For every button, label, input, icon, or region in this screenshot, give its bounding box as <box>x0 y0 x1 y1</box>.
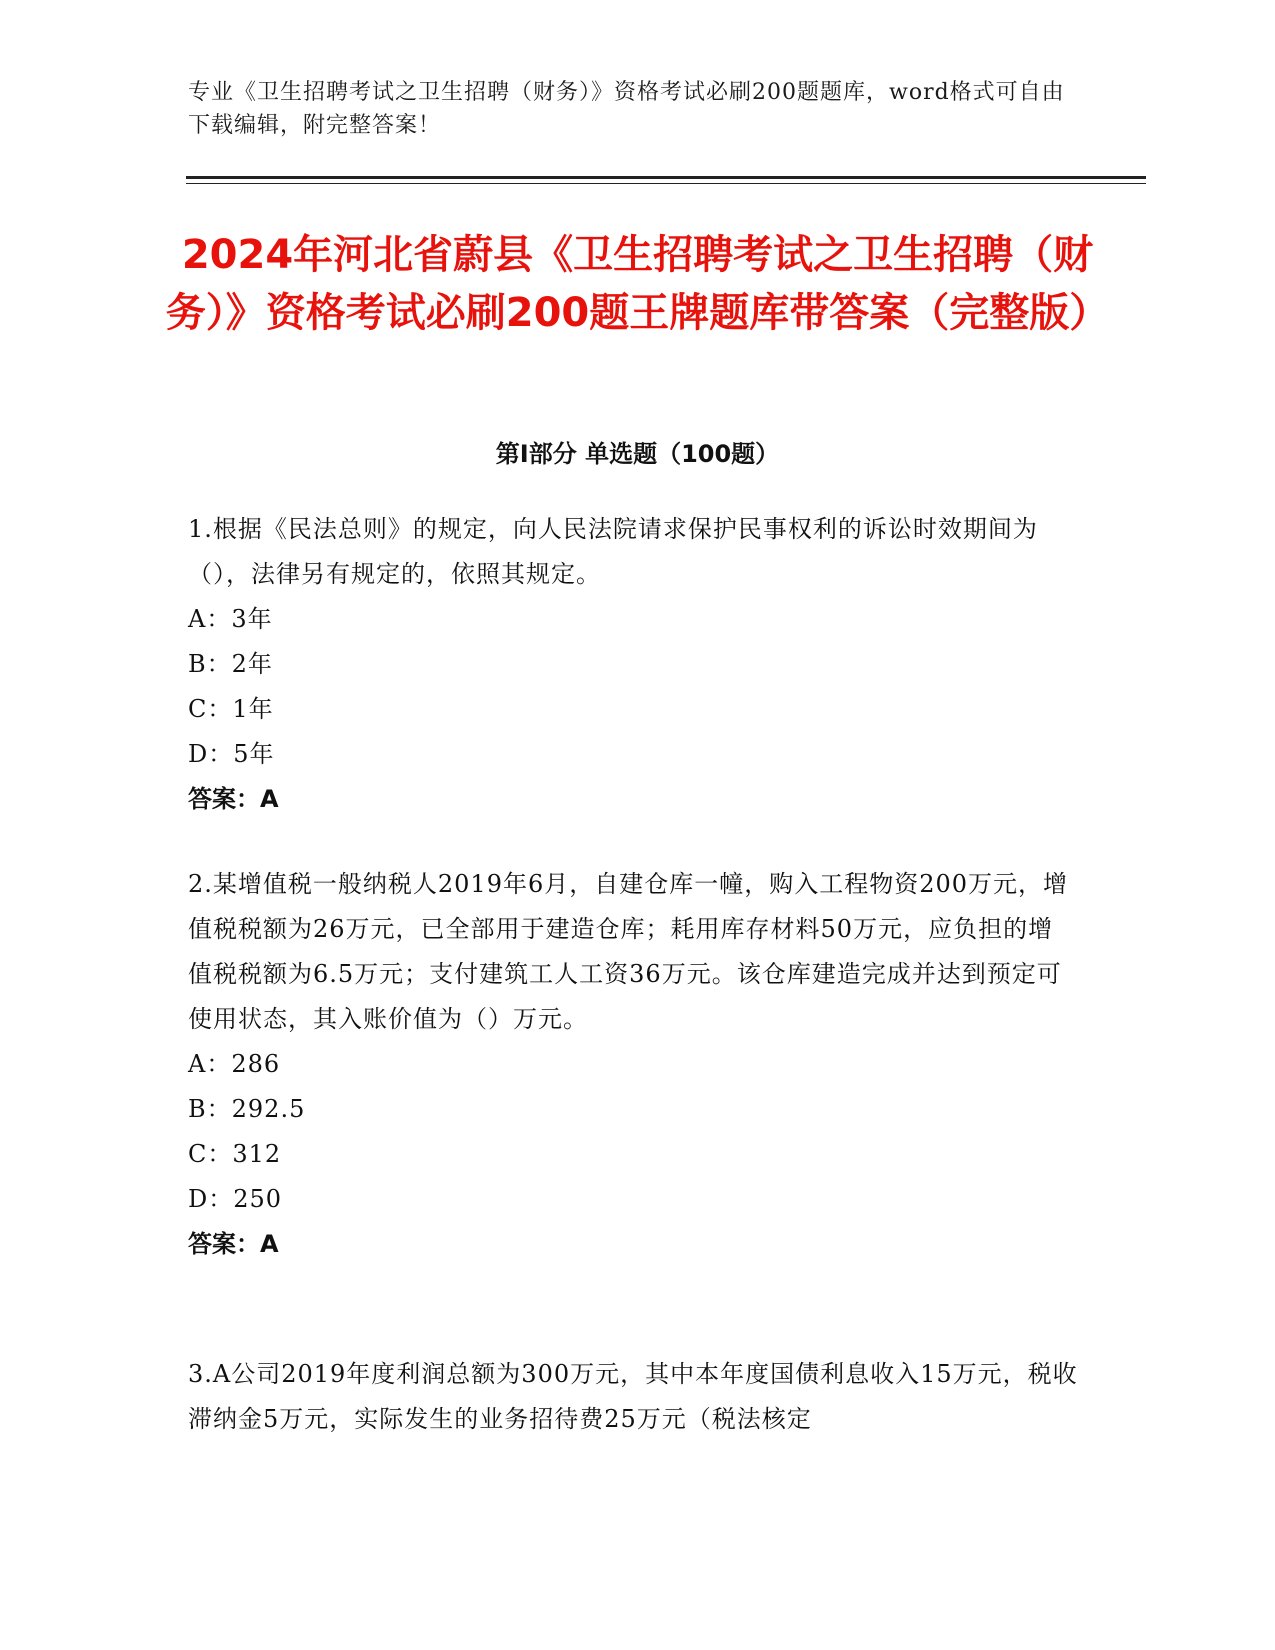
question-text: 3.A公司2019年度利润总额为300万元，其中本年度国债利息收入15万元，税收滞纳金5万元，实际发生的业务招待费25万元（税法核定 <box>188 1360 1078 1433</box>
option-d: D：250 <box>188 1185 283 1213</box>
header-note: 专业《卫生招聘考试之卫生招聘（财务）》资格考试必刷200题题库，word格式可自由下载编辑，附完整答案！ <box>188 80 1065 138</box>
section-heading: 第Ⅰ部分 单选题（100题） <box>495 440 780 468</box>
option-c: C：1年 <box>188 695 274 723</box>
question-text: 1.根据《民法总则》的规定，向人民法院请求保护民事权利的诉讼时效期间为（），法律另有规定的，依照其规定。 <box>188 515 1038 588</box>
option-d: D：5年 <box>188 740 275 768</box>
option-c: C：312 <box>188 1140 282 1168</box>
question-text: 2.某增值税一般纳税人2019年6月，自建仓库一幢，购入工程物资200万元，增值税税额为26万元，已全部用于建造仓库；耗用库存材料50万元，应负担的增值税税额为6.5万元；支付建筑工人工资36万元。该仓库建造完成并达到预定可使用状态，其入账价值为（）万元。 <box>188 870 1069 1033</box>
question-1 <box>188 507 1078 822</box>
option-a: A：286 <box>188 1050 281 1078</box>
option-b: B：292.5 <box>188 1095 306 1123</box>
header-rule-thick <box>186 176 1146 179</box>
document-title: 2024年河北省蔚县《卫生招聘考试之卫生招聘（财务）》资格考试必刷200题王牌题库带答案（完整版） <box>165 232 1110 336</box>
option-b: B：2年 <box>188 650 273 678</box>
question-3 <box>188 1352 1078 1442</box>
answer-line: 答案：A <box>188 785 279 813</box>
header-rule-thin <box>186 183 1146 184</box>
option-a: A：3年 <box>188 605 273 633</box>
question-2 <box>188 862 1078 1267</box>
answer-line: 答案：A <box>188 1230 279 1258</box>
